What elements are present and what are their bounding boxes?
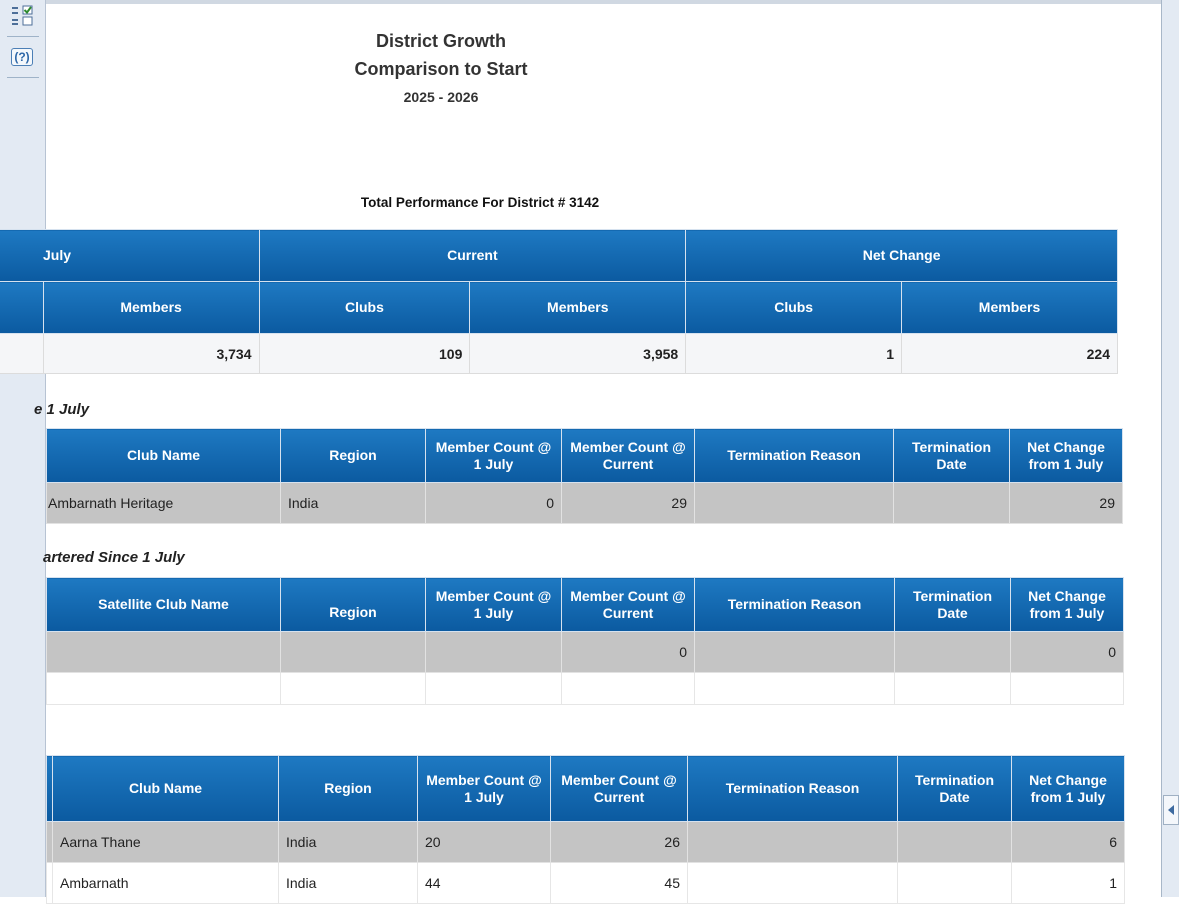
col-member-count-current: Member Count @ Current: [551, 756, 688, 822]
members-july-value: 3,734: [43, 334, 259, 374]
group-header-net-change: Net Change: [686, 230, 1118, 282]
sub-header-clubs-net: Clubs: [686, 282, 902, 334]
performance-title: Total Performance For District # 3142: [360, 195, 600, 210]
satellite-name-cell: [47, 632, 281, 673]
sub-header-members-july: Members: [43, 282, 259, 334]
members-current-value: 3,958: [470, 334, 686, 374]
table-row: [47, 863, 1125, 904]
count-july-cell: [426, 632, 562, 673]
col-region: Region: [281, 429, 426, 483]
count-current-cell: [562, 673, 695, 705]
satellite-clubs-table: [46, 577, 1124, 705]
report-title: District Growth: [375, 31, 506, 51]
report-toolbar: [0, 0, 46, 897]
col-net-change: Net Change from 1 July: [1011, 578, 1124, 632]
table-row: [47, 673, 1124, 705]
col-net-change: Net Change from 1 July: [1010, 429, 1123, 483]
termination-date-cell: [895, 632, 1011, 673]
report-subtitle: Comparison to Start: [354, 59, 528, 79]
net-change-cell: 6: [1012, 822, 1125, 863]
table-row: [47, 483, 1123, 524]
sub-header-members-current: Members: [470, 282, 686, 334]
net-change-cell: 0: [1011, 632, 1124, 673]
col-region: Region: [281, 578, 426, 632]
termination-date-cell: [898, 863, 1012, 904]
termination-reason-cell: [688, 822, 898, 863]
satellite-name-cell: [47, 673, 281, 705]
col-termination-date: Termination Date: [898, 756, 1012, 822]
group-header-july: July: [0, 230, 259, 282]
region-cell: India: [279, 822, 418, 863]
chevron-left-icon: [1168, 805, 1174, 815]
clubs-current-value: 109: [259, 334, 470, 374]
expand-panel-button[interactable]: [1163, 795, 1179, 825]
table-row: [47, 632, 1124, 673]
new-clubs-section-title: e 1 July: [34, 401, 90, 418]
net-change-cell: 1: [1012, 863, 1125, 904]
col-region: Region: [279, 756, 418, 822]
report-canvas: [34, 0, 1161, 897]
club-name-cell: Ambarnath Heritage: [47, 483, 281, 524]
existing-clubs-table: [46, 755, 1125, 904]
termination-reason-cell: [688, 863, 898, 904]
count-current-cell: 29: [562, 483, 695, 524]
col-member-count-current: Member Count @ Current: [562, 578, 695, 632]
col-termination-reason: Termination Reason: [695, 578, 895, 632]
col-club-name: Club Name: [47, 429, 281, 483]
count-current-cell: 26: [551, 822, 688, 863]
termination-date-cell: [894, 483, 1010, 524]
parameters-icon[interactable]: [9, 3, 35, 29]
help-button[interactable]: [9, 44, 35, 70]
count-july-cell: 44: [418, 863, 551, 904]
table-row: [47, 822, 1125, 863]
col-termination-reason: Termination Reason: [688, 756, 898, 822]
col-member-count-july: Member Count @ 1 July: [426, 578, 562, 632]
club-name-cell: Aarna Thane: [53, 822, 279, 863]
count-current-cell: 0: [562, 632, 695, 673]
col-club-name: Club Name: [53, 756, 279, 822]
region-cell: India: [279, 863, 418, 904]
col-termination-date: Termination Date: [895, 578, 1011, 632]
club-name-cell: Ambarnath: [53, 863, 279, 904]
termination-reason-cell: [695, 483, 894, 524]
col-satellite-club-name: Satellite Club Name: [47, 578, 281, 632]
termination-date-cell: [898, 822, 1012, 863]
clubs-net-value: 1: [686, 334, 902, 374]
termination-reason-cell: [695, 632, 895, 673]
col-termination-reason: Termination Reason: [695, 429, 894, 483]
sub-header-members-net: Members: [902, 282, 1118, 334]
count-july-cell: 0: [426, 483, 562, 524]
new-clubs-table: [46, 428, 1123, 524]
region-cell: India: [281, 483, 426, 524]
col-termination-date: Termination Date: [894, 429, 1010, 483]
members-net-value: 224: [902, 334, 1118, 374]
region-cell: [281, 673, 426, 705]
count-current-cell: 45: [551, 863, 688, 904]
group-header-current: Current: [259, 230, 686, 282]
help-icon: (?): [11, 48, 33, 66]
region-cell: [281, 632, 426, 673]
net-change-cell: 29: [1010, 483, 1123, 524]
col-net-change: Net Change from 1 July: [1012, 756, 1125, 822]
termination-reason-cell: [695, 673, 895, 705]
toolbar-divider: [7, 77, 39, 78]
report-year: 2025 - 2026: [403, 89, 479, 105]
count-july-cell: [426, 673, 562, 705]
total-performance-table: [0, 229, 1118, 374]
col-member-count-july: Member Count @ 1 July: [418, 756, 551, 822]
col-member-count-current: Member Count @ Current: [562, 429, 695, 483]
toolbar-divider: [7, 36, 39, 37]
sub-header-clubs-july: [0, 282, 43, 334]
side-panel: [1161, 0, 1179, 897]
col-member-count-july: Member Count @ 1 July: [426, 429, 562, 483]
table-cell: [0, 334, 43, 374]
sub-header-clubs-current: Clubs: [259, 282, 470, 334]
termination-date-cell: [895, 673, 1011, 705]
satellite-clubs-section-title: artered Since 1 July: [43, 549, 185, 566]
net-change-cell: [1011, 673, 1124, 705]
count-july-cell: 20: [418, 822, 551, 863]
